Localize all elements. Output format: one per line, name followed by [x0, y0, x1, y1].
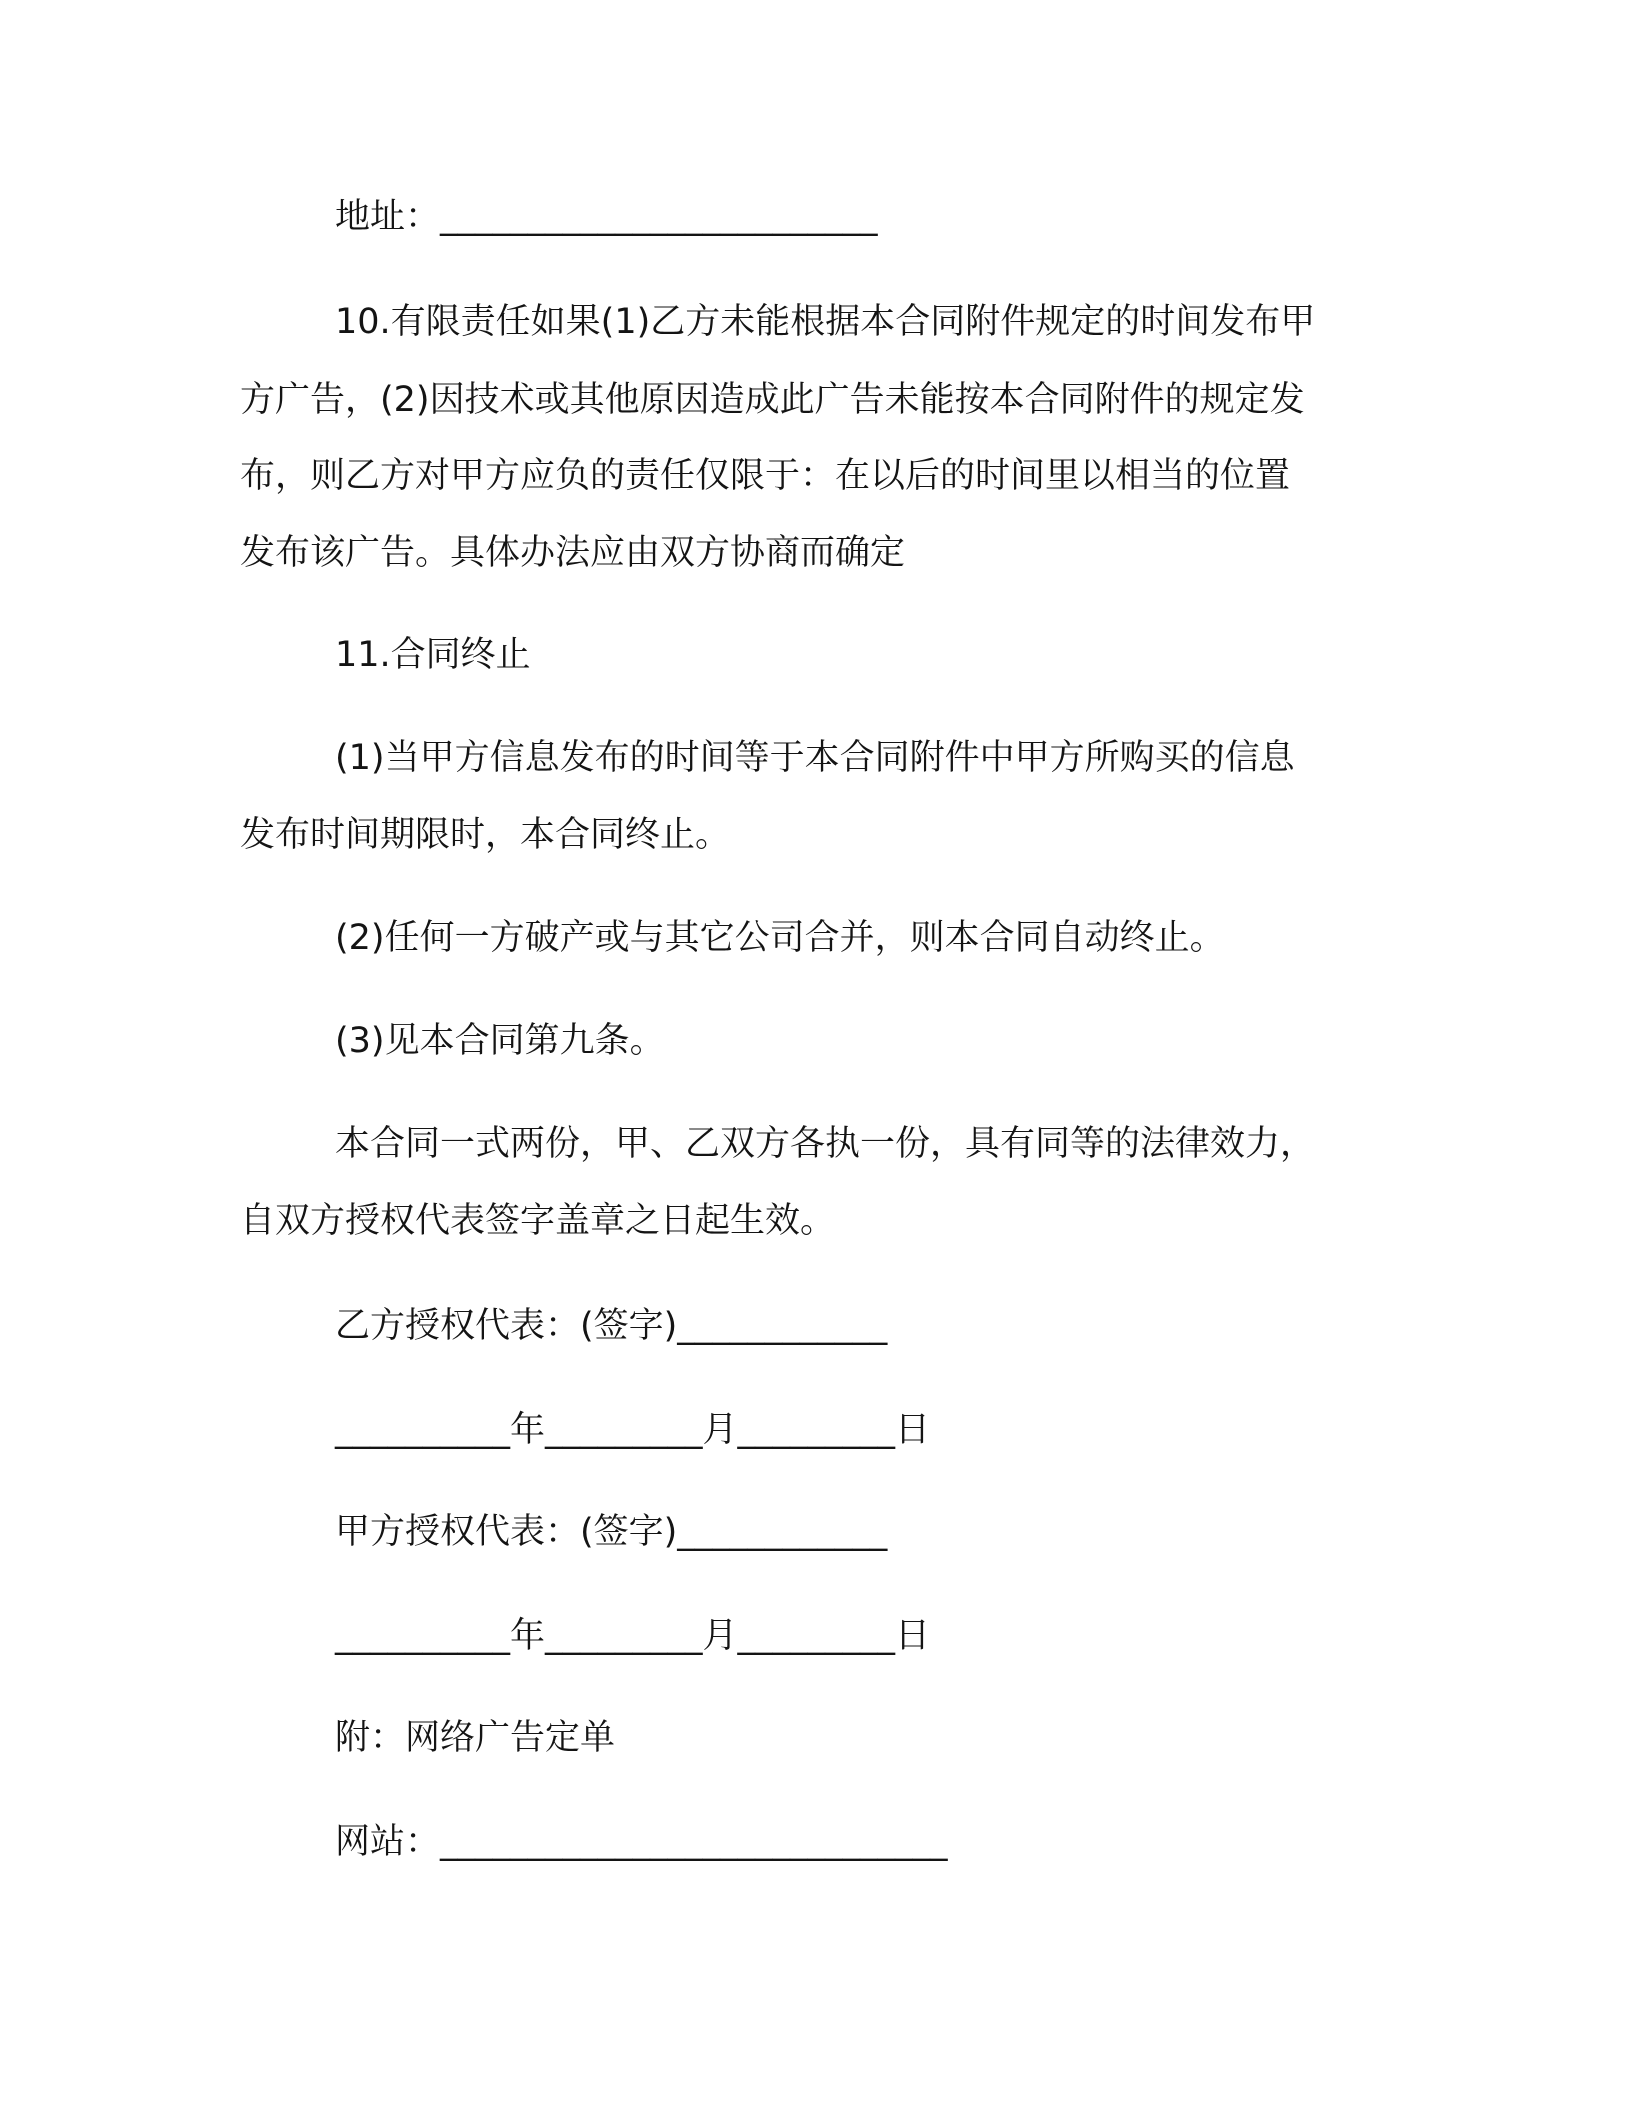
clause-10-line-2: 方广告，(2)因技术或其他原因造成此广告未能按本合同附件的规定发 — [240, 380, 1305, 420]
clause-11-item-2: (2)任何一方破产或与其它公司合并，则本合同自动终止。 — [335, 918, 1225, 958]
party-a-signature: 甲方授权代表：(签字)____________ — [335, 1512, 888, 1552]
clause-10-line-3: 布，则乙方对甲方应负的责任仅限于：在以后的时间里以相当的位置 — [240, 456, 1291, 496]
website-line: 网站：_____________________________ — [335, 1822, 948, 1862]
clause-11-title: 11.合同终止 — [335, 635, 531, 675]
clause-10-line-1: 10.有限责任如果(1)乙方未能根据本合同附件规定的时间发布甲 — [335, 302, 1316, 342]
clause-10-line-4: 发布该广告。具体办法应由双方协商而确定 — [240, 533, 906, 573]
party-a-date: __________年_________月_________日 — [335, 1616, 931, 1656]
clause-11-item-1-line-2: 发布时间期限时，本合同终止。 — [240, 815, 731, 855]
address-line: 地址：_________________________ — [335, 197, 878, 237]
party-b-date: __________年_________月_________日 — [335, 1410, 931, 1450]
party-b-signature: 乙方授权代表：(签字)____________ — [335, 1306, 888, 1346]
copies-paragraph-line-2: 自双方授权代表签字盖章之日起生效。 — [240, 1201, 836, 1241]
clause-11-item-3: (3)见本合同第九条。 — [335, 1021, 665, 1061]
clause-11-item-1-line-1: (1)当甲方信息发布的时间等于本合同附件中甲方所购买的信息 — [335, 738, 1295, 778]
copies-paragraph-line-1: 本合同一式两份，甲、乙双方各执一份，具有同等的法律效力， — [335, 1124, 1316, 1164]
attachment-title: 附：网络广告定单 — [335, 1718, 616, 1758]
